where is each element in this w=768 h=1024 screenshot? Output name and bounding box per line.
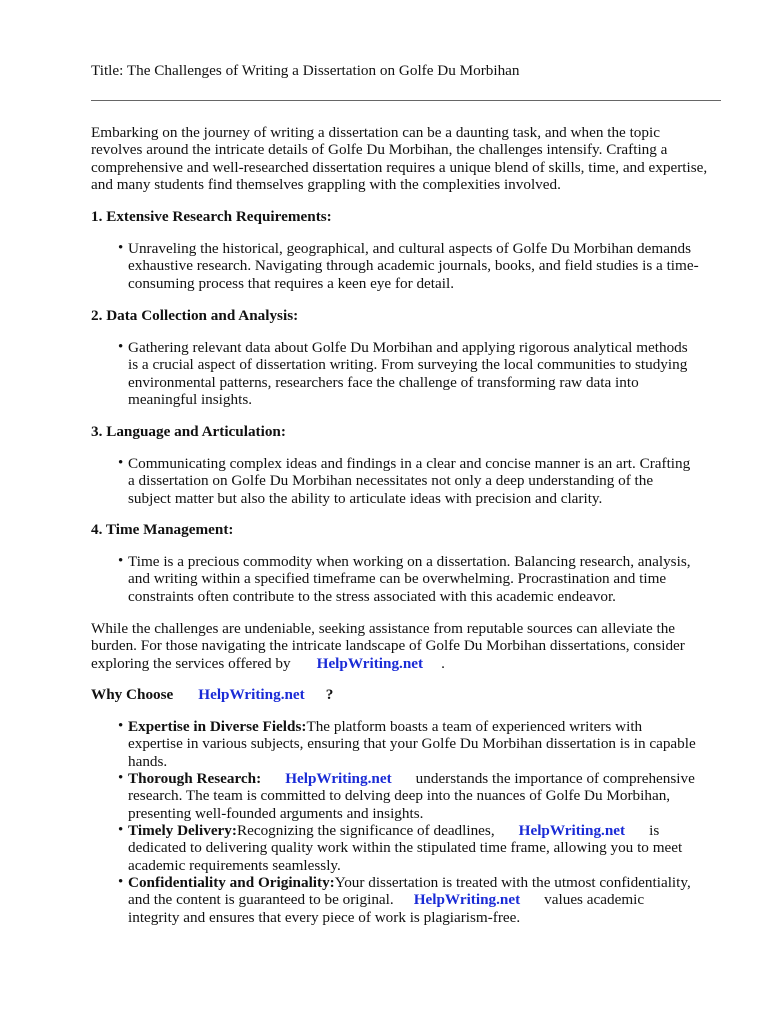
horizontal-rule [91, 100, 721, 101]
item-line: a dissertation on Golfe Du Morbihan necessitates not only a deep understanding of the [128, 472, 654, 490]
item-line: integrity and ensures that every piece of work is plagiarism-free. [128, 908, 521, 926]
list-item [118, 339, 724, 409]
item-line: consuming process that requires a keen eye for detail. [128, 274, 454, 292]
intro-line: revolves around the intricate details of Golfe Du Morbihan, the challenges intensify. Crafting a [91, 141, 668, 159]
document-title: Title: The Challenges of Writing a Dissertation on Golfe Du Morbihan [91, 62, 520, 79]
item-line: Confidentiality and Originality:Your dissertation is treated with the utmost confidentiality, [128, 874, 691, 891]
bullet-icon: • [118, 770, 124, 786]
helpwriting-link[interactable]: HelpWriting.net [198, 686, 305, 703]
bullet-icon: • [118, 339, 124, 355]
closing-line: While the challenges are undeniable, seeking assistance from reputable sources can alleviate the [91, 620, 676, 637]
item-line: research. The team is committed to delving deep into the nuances of Golfe Du Morbihan, [128, 787, 671, 805]
bullet-icon: • [118, 874, 124, 890]
item-line: is a crucial aspect of dissertation writing. From surveying the local communities to studying [128, 356, 688, 374]
list-item [118, 240, 724, 292]
item-line: constraints often contribute to the stress associated with this academic endeavor. [128, 587, 616, 605]
bullet-icon: • [118, 240, 124, 256]
section-heading-research: 1. Extensive Research Requirements: [91, 208, 332, 225]
item-line: and the content is guaranteed to be original. HelpWriting.net values academic [128, 891, 645, 909]
item-line: hands. [128, 752, 168, 770]
helpwriting-link[interactable]: HelpWriting.net [413, 891, 521, 909]
bullet-icon: • [118, 455, 124, 471]
closing-paragraph [91, 620, 723, 672]
bullet-icon: • [118, 718, 124, 734]
why-choose-heading: Why Choose HelpWriting.net ? [91, 686, 334, 703]
item-line: subject matter but also the ability to articulate ideas with precision and clarity. [128, 489, 603, 507]
intro-paragraph [91, 124, 723, 194]
list-item-delivery [118, 822, 724, 874]
item-line: Time is a precious commodity when working on a dissertation. Balancing research, analysis, [128, 553, 691, 570]
item-line: expertise in various subjects, ensuring that your Golfe Du Morbihan dissertation is in capable [128, 735, 696, 753]
item-line: Unraveling the historical, geographical, and cultural aspects of Golfe Du Morbihan demands [128, 240, 692, 257]
list-item-research [118, 770, 724, 822]
helpwriting-link[interactable]: HelpWriting.net [316, 654, 424, 672]
item-line: Communicating complex ideas and findings in a clear and concise manner is an art. Crafting [128, 455, 691, 472]
section-heading-time: 4. Time Management: [91, 521, 234, 538]
list-item-expertise [118, 718, 724, 770]
list-item [118, 455, 724, 507]
item-line: Gathering relevant data about Golfe Du Morbihan and applying rigorous analytical methods [128, 339, 688, 356]
helpwriting-link[interactable]: HelpWriting.net [285, 770, 392, 787]
bullet-icon: • [118, 553, 124, 569]
intro-line: comprehensive and well-researched dissertation requires a unique blend of skills, time, and expertise, [91, 158, 708, 176]
intro-line: and many students find themselves grappling with the complexities involved. [91, 176, 561, 194]
helpwriting-link[interactable]: HelpWriting.net [518, 822, 626, 839]
list-item [118, 553, 724, 605]
closing-line: exploring the services offered by HelpWriting.net . [91, 654, 445, 672]
item-line: dedicated to delivering quality work within the stipulated time frame, allowing you to meet [128, 839, 683, 857]
section-heading-data: 2. Data Collection and Analysis: [91, 307, 299, 324]
item-line: Expertise in Diverse Fields:The platform boasts a team of experienced writers with [128, 718, 643, 735]
bullet-icon: • [118, 822, 124, 838]
item-line: Thorough Research: HelpWriting.net understands the importance of comprehensive [128, 770, 695, 787]
closing-line: burden. For those navigating the intricate landscape of Golfe Du Morbihan dissertations, consider [91, 637, 685, 655]
item-line: exhaustive research. Navigating through academic journals, books, and field studies is a time- [128, 257, 699, 275]
list-item-confidentiality [118, 874, 724, 926]
item-line: meaningful insights. [128, 391, 253, 409]
item-line: academic requirements seamlessly. [128, 856, 341, 874]
item-line: environmental patterns, researchers face the challenge of transforming raw data into [128, 373, 639, 391]
item-line: presenting well-founded arguments and insights. [128, 804, 424, 822]
item-line: and writing within a specified timeframe can be overwhelming. Procrastination and time [128, 570, 667, 588]
section-heading-language: 3. Language and Articulation: [91, 423, 286, 440]
item-line: Timely Delivery:Recognizing the significance of deadlines, HelpWriting.net is [128, 822, 660, 839]
intro-line: Embarking on the journey of writing a dissertation can be a daunting task, and when the topic [91, 124, 660, 141]
